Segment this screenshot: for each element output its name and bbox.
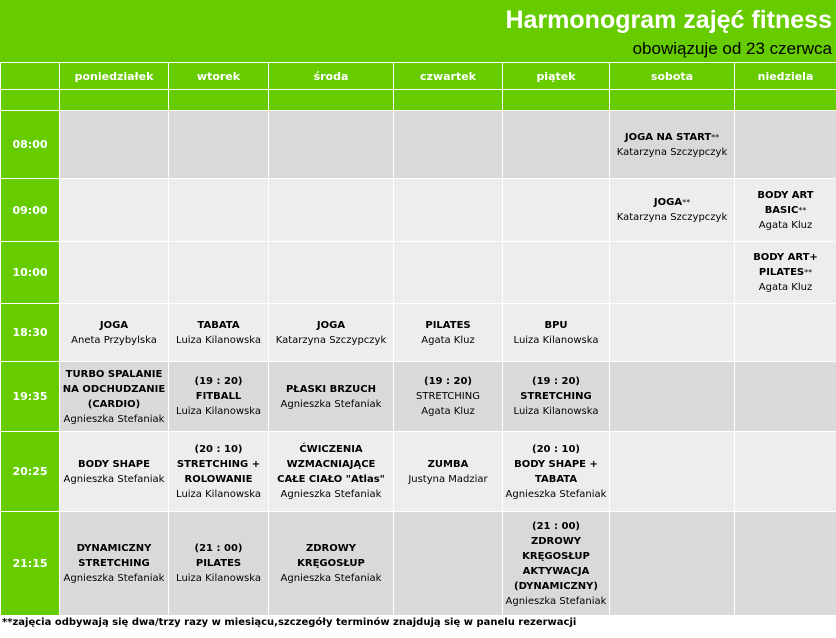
empty-slot bbox=[169, 179, 269, 242]
empty-slot bbox=[735, 304, 836, 362]
class-instructor: Luiza Kilanowska bbox=[513, 406, 599, 417]
time-label: 10:00 bbox=[1, 242, 60, 304]
time-label: 09:00 bbox=[1, 179, 60, 242]
class-name: JOGA bbox=[99, 319, 129, 331]
empty-slot bbox=[169, 242, 269, 304]
day-header-friday: piątek bbox=[503, 63, 610, 90]
day-header-sunday: niedziela bbox=[735, 63, 836, 90]
class-slot bbox=[610, 179, 735, 242]
class-slot bbox=[503, 362, 610, 432]
class-time: (19 : 20) bbox=[194, 376, 243, 387]
time-row bbox=[1, 362, 836, 432]
class-instructor: Luiza Kilanowska bbox=[176, 488, 261, 500]
valid-from-subtitle: obowiązuje od 23 czerwca bbox=[632, 39, 832, 58]
empty-slot bbox=[394, 111, 503, 179]
class-slot bbox=[269, 432, 394, 512]
class-instructor: Luiza Kilanowska bbox=[513, 334, 599, 346]
class-instructor: Agata Kluz bbox=[421, 406, 475, 417]
class-name: BPU bbox=[544, 319, 568, 331]
class-slot bbox=[735, 242, 836, 304]
class-instructor: Agnieszka Stefaniak bbox=[280, 573, 382, 584]
spacer-row bbox=[1, 90, 836, 111]
class-name: STRETCHING bbox=[520, 391, 592, 402]
class-stars: ** bbox=[682, 198, 691, 207]
class-name: ZUMBA bbox=[427, 458, 469, 470]
class-instructor: Agnieszka Stefaniak bbox=[280, 398, 382, 410]
class-name: ZDROWY KRĘGOSŁUP AKTYWACJA (DYNAMICZNY) bbox=[514, 535, 598, 592]
class-instructor: Justyna Madziar bbox=[408, 473, 488, 485]
header-bar bbox=[0, 0, 836, 62]
class-time: (21 : 00) bbox=[194, 543, 243, 554]
class-name: ZDROWY KRĘGOSŁUP bbox=[297, 543, 365, 569]
footnote: **zajęcia odbywają się dwa/trzy razy w miesiącu,szczegóły terminów znajdują się w panelu rezerwacji bbox=[2, 617, 577, 628]
class-instructor: Agnieszka Stefaniak bbox=[505, 488, 607, 500]
class-name: BODY SHAPE bbox=[78, 458, 150, 470]
class-slot bbox=[269, 512, 394, 616]
day-header-saturday: sobota bbox=[610, 63, 735, 90]
class-slot bbox=[735, 179, 836, 242]
class-slot bbox=[169, 512, 269, 616]
class-instructor: Katarzyna Szczypczyk bbox=[275, 334, 387, 346]
empty-slot bbox=[269, 179, 394, 242]
class-instructor: Agata Kluz bbox=[421, 334, 475, 346]
time-row bbox=[1, 111, 836, 179]
time-label: 18:30 bbox=[1, 304, 60, 362]
empty-slot bbox=[503, 242, 610, 304]
empty-slot bbox=[735, 111, 836, 179]
day-header-wednesday: środa bbox=[269, 63, 394, 90]
time-row bbox=[1, 512, 836, 616]
class-instructor: Agnieszka Stefaniak bbox=[505, 595, 607, 607]
class-instructor: Agnieszka Stefaniak bbox=[63, 413, 165, 425]
class-time: (20 : 10) bbox=[194, 443, 243, 455]
class-slot bbox=[394, 304, 503, 362]
class-time: (19 : 20) bbox=[424, 376, 472, 387]
class-name: JOGA NA START bbox=[624, 131, 712, 143]
schedule-table bbox=[0, 62, 836, 616]
class-name: JOGA bbox=[316, 319, 346, 331]
class-instructor: Luiza Kilanowska bbox=[176, 406, 261, 417]
class-name: PILATES bbox=[425, 319, 471, 331]
class-instructor: Katarzyna Szczypczyk bbox=[616, 212, 728, 223]
class-slot bbox=[503, 512, 610, 616]
class-name: STRETCHING bbox=[416, 391, 480, 402]
empty-slot bbox=[610, 512, 735, 616]
day-header-monday: poniedziałek bbox=[60, 63, 169, 90]
time-row bbox=[1, 304, 836, 362]
empty-slot bbox=[394, 512, 503, 616]
class-name: STRETCHING + ROLOWANIE bbox=[176, 458, 261, 485]
class-name: BODY ART BASIC bbox=[757, 189, 814, 216]
time-label: 08:00 bbox=[1, 111, 60, 179]
empty-slot bbox=[169, 111, 269, 179]
class-time: (21 : 00) bbox=[532, 520, 580, 532]
empty-slot bbox=[269, 242, 394, 304]
page-title: Harmonogram zajęć fitness bbox=[505, 6, 832, 34]
class-slot bbox=[169, 432, 269, 512]
class-slot bbox=[60, 362, 169, 432]
class-stars: ** bbox=[711, 132, 720, 142]
class-name: JOGA bbox=[653, 197, 683, 208]
class-name: TURBO SPALANIE NA ODCHUDZANIE (CARDIO) bbox=[62, 368, 166, 410]
time-row bbox=[1, 242, 836, 304]
class-slot bbox=[169, 304, 269, 362]
time-row bbox=[1, 179, 836, 242]
class-instructor: Agata Kluz bbox=[758, 219, 813, 231]
class-name: ĆWICZENIA WZMACNIAJĄCE CAŁE CIAŁO "Atlas" bbox=[277, 443, 385, 485]
empty-slot bbox=[735, 512, 836, 616]
empty-slot bbox=[735, 432, 836, 512]
class-slot bbox=[503, 304, 610, 362]
class-name: TABATA bbox=[197, 319, 240, 331]
class-instructor: Luiza Kilanowska bbox=[176, 334, 261, 346]
class-instructor: Katarzyna Szczypczyk bbox=[616, 146, 728, 158]
empty-slot bbox=[394, 179, 503, 242]
day-header-tuesday: wtorek bbox=[169, 63, 269, 90]
time-label: 19:35 bbox=[1, 362, 60, 432]
class-name: BODY ART+ PILATES bbox=[753, 252, 818, 278]
class-name: BODY SHAPE + TABATA bbox=[514, 458, 598, 485]
empty-slot bbox=[60, 111, 169, 179]
class-slot bbox=[394, 432, 503, 512]
class-slot bbox=[60, 432, 169, 512]
class-stars: ** bbox=[798, 205, 807, 215]
empty-slot bbox=[394, 242, 503, 304]
empty-slot bbox=[610, 362, 735, 432]
empty-slot bbox=[610, 242, 735, 304]
class-slot bbox=[610, 111, 735, 179]
class-slot bbox=[269, 304, 394, 362]
day-header-thursday: czwartek bbox=[394, 63, 503, 90]
time-label: 21:15 bbox=[1, 512, 60, 616]
class-instructor: Agata Kluz bbox=[758, 282, 813, 293]
empty-slot bbox=[269, 111, 394, 179]
corner-cell bbox=[1, 63, 60, 90]
class-instructor: Aneta Przybylska bbox=[71, 334, 157, 346]
class-slot bbox=[394, 362, 503, 432]
empty-slot bbox=[735, 362, 836, 432]
class-name: FITBALL bbox=[195, 391, 242, 402]
class-instructor: Agnieszka Stefaniak bbox=[280, 488, 382, 500]
class-time: (20 : 10) bbox=[532, 443, 580, 455]
class-instructor: Agnieszka Stefaniak bbox=[63, 573, 165, 584]
class-slot bbox=[169, 362, 269, 432]
empty-slot bbox=[503, 179, 610, 242]
time-row bbox=[1, 432, 836, 512]
empty-slot bbox=[60, 179, 169, 242]
empty-slot bbox=[60, 242, 169, 304]
class-slot bbox=[269, 362, 394, 432]
class-instructor: Luiza Kilanowska bbox=[176, 573, 261, 584]
class-stars: ** bbox=[804, 268, 813, 277]
class-slot bbox=[60, 304, 169, 362]
empty-slot bbox=[610, 304, 735, 362]
class-name: PILATES bbox=[195, 558, 242, 569]
class-name: PŁASKI BRZUCH bbox=[285, 383, 377, 395]
class-time: (19 : 20) bbox=[532, 376, 580, 387]
day-header-row bbox=[1, 63, 836, 90]
class-instructor: Agnieszka Stefaniak bbox=[63, 473, 165, 485]
time-label: 20:25 bbox=[1, 432, 60, 512]
empty-slot bbox=[503, 111, 610, 179]
empty-slot bbox=[610, 432, 735, 512]
class-name: DYNAMICZNY STRETCHING bbox=[76, 543, 152, 569]
class-slot bbox=[503, 432, 610, 512]
class-slot bbox=[60, 512, 169, 616]
